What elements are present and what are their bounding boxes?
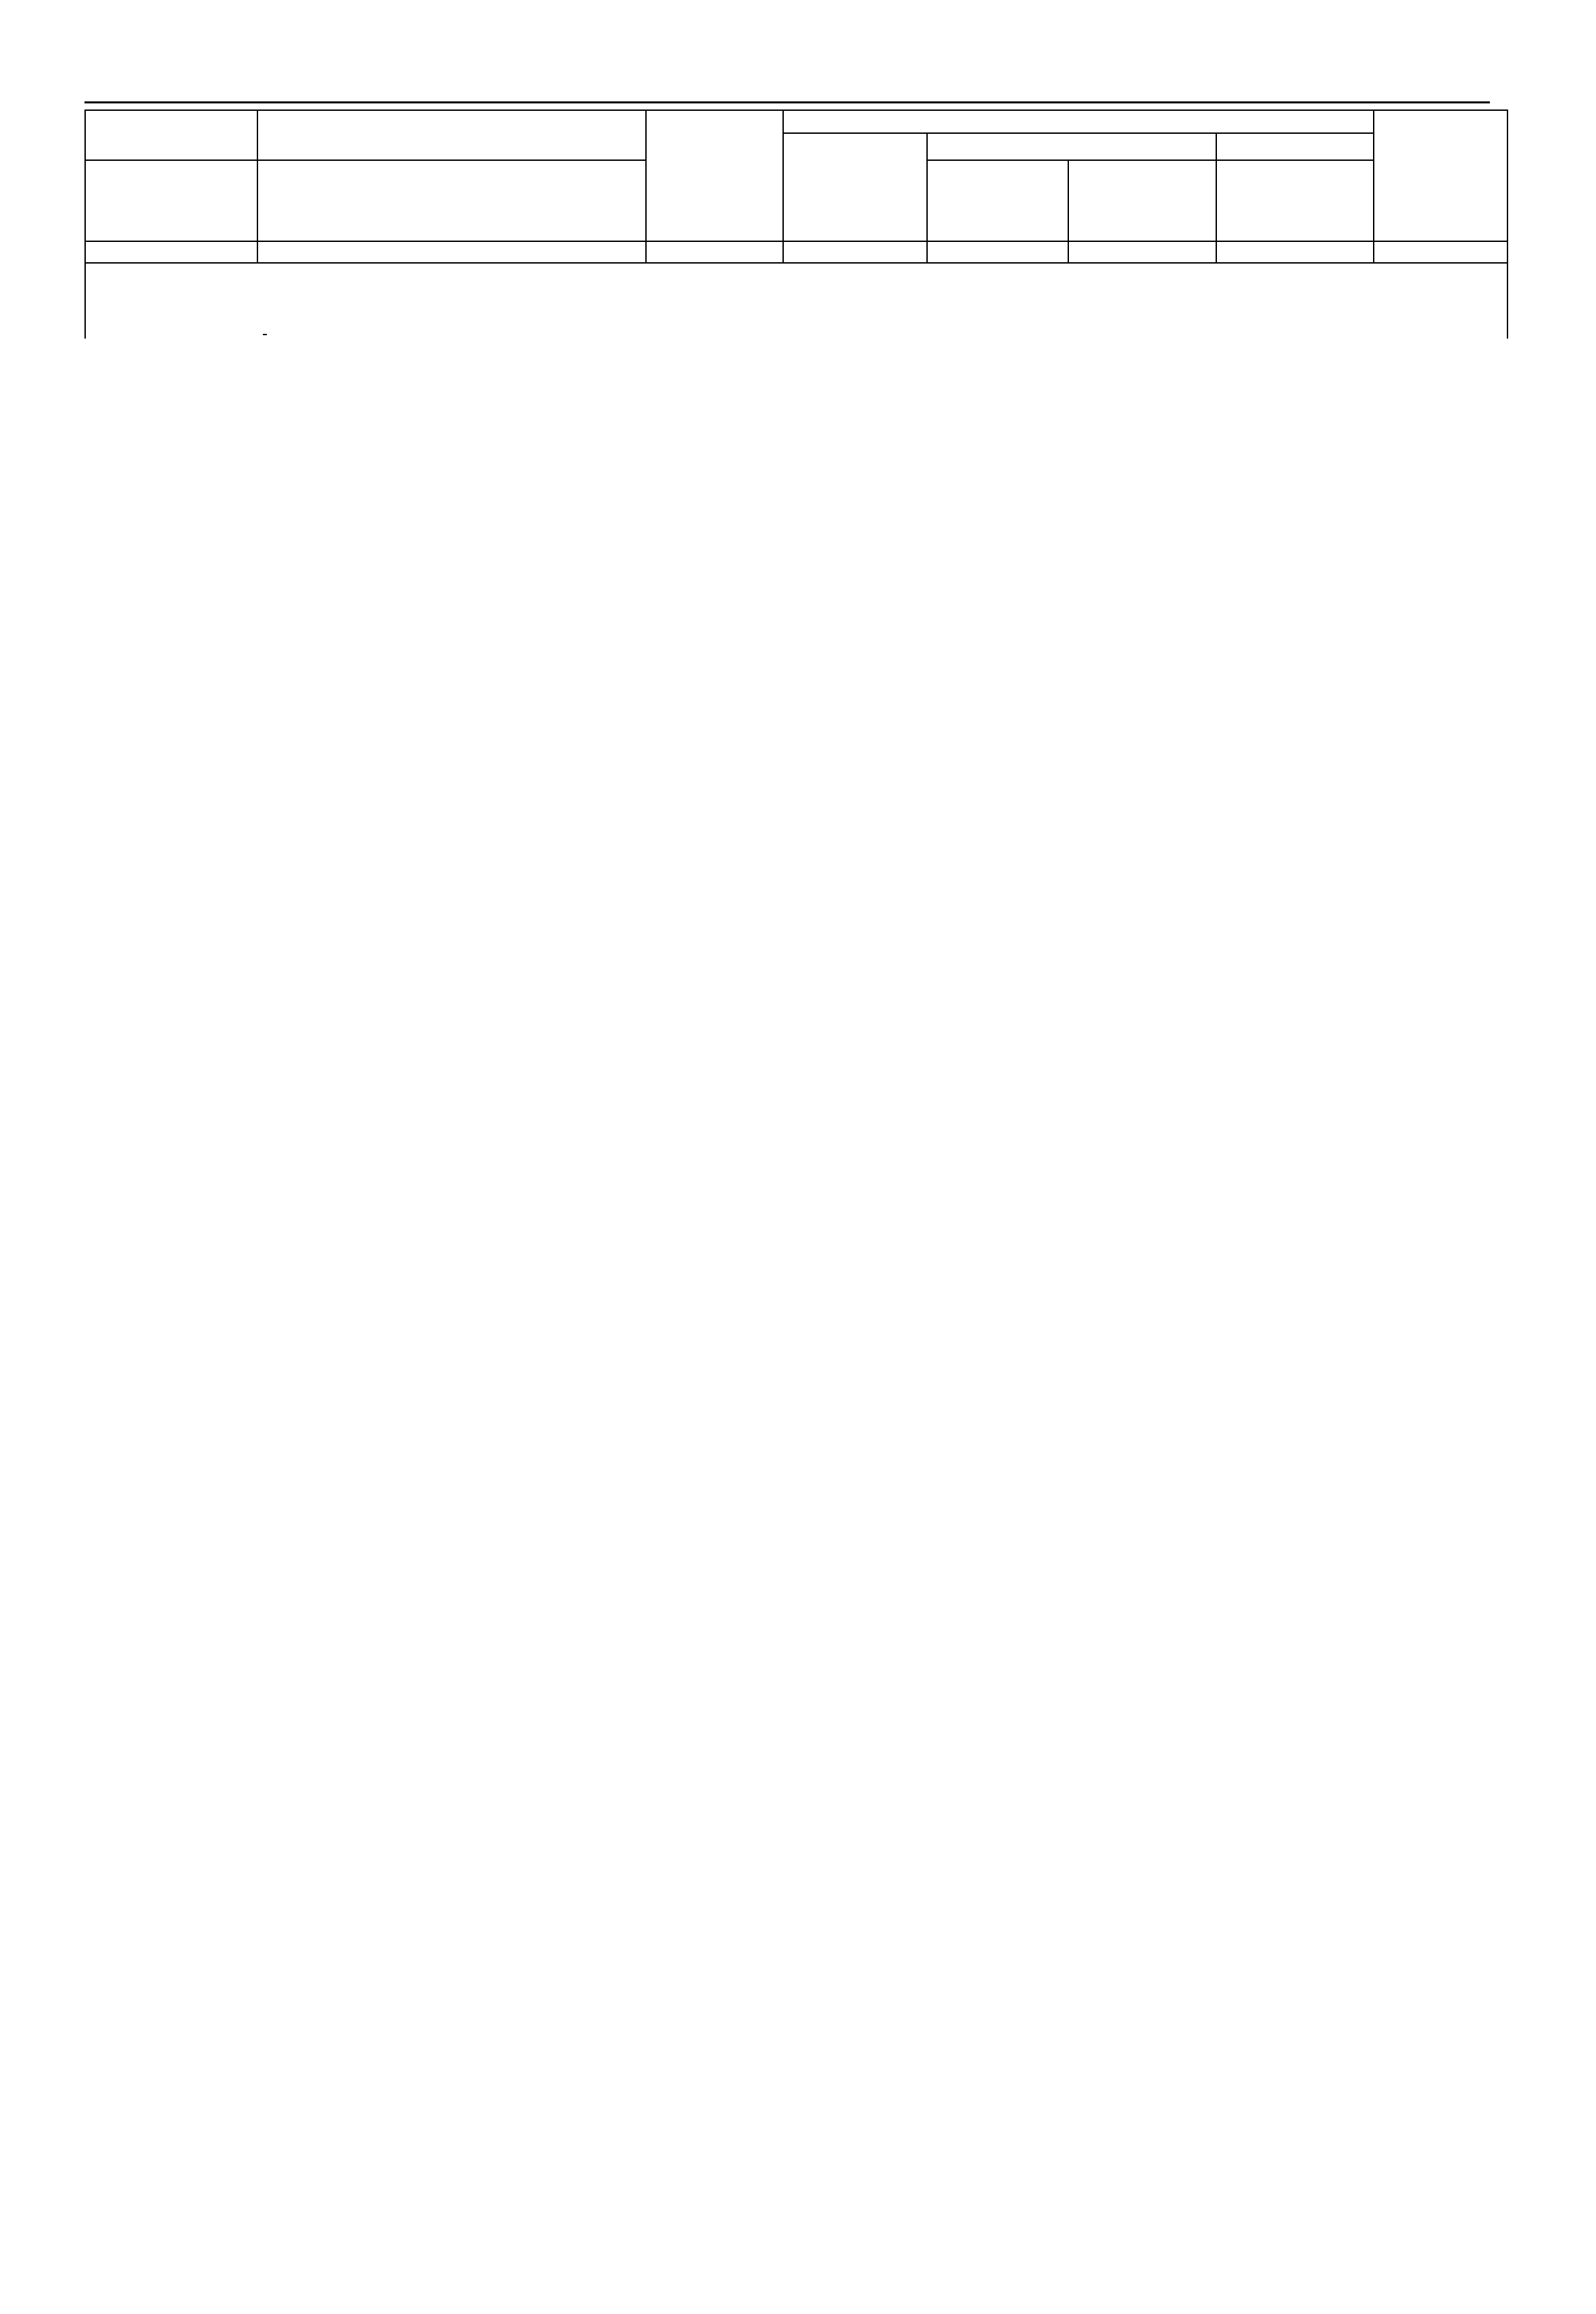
col3-header: [646, 110, 783, 241]
col1-top-header: [85, 110, 257, 160]
column-number: [257, 241, 646, 263]
col8-header: [1374, 110, 1507, 241]
title-rule: [84, 101, 1490, 103]
included-header: [783, 110, 1374, 133]
column-number: [85, 241, 257, 263]
col4-header: [783, 133, 927, 241]
col6-header: [1068, 160, 1216, 241]
price-table: [84, 109, 1508, 339]
column-number: [1068, 241, 1216, 263]
col2-bottom-header: [257, 160, 646, 241]
measure-line: [86, 292, 1507, 339]
column-number: [1374, 241, 1507, 263]
column-number: [646, 241, 783, 263]
materials-header: [1216, 133, 1374, 160]
column-number: [1216, 241, 1374, 263]
col1-bottom-header: [85, 160, 257, 241]
machines-header: [927, 133, 1216, 160]
table-header: [85, 110, 1507, 263]
col2-top-header: [257, 110, 646, 160]
column-number: [783, 241, 927, 263]
table-title-block: [85, 263, 1507, 339]
col5-header: [927, 160, 1068, 241]
col7-header: [1216, 160, 1374, 241]
column-number-row: [85, 241, 1507, 263]
column-number: [927, 241, 1068, 263]
table-title: [86, 264, 1507, 292]
